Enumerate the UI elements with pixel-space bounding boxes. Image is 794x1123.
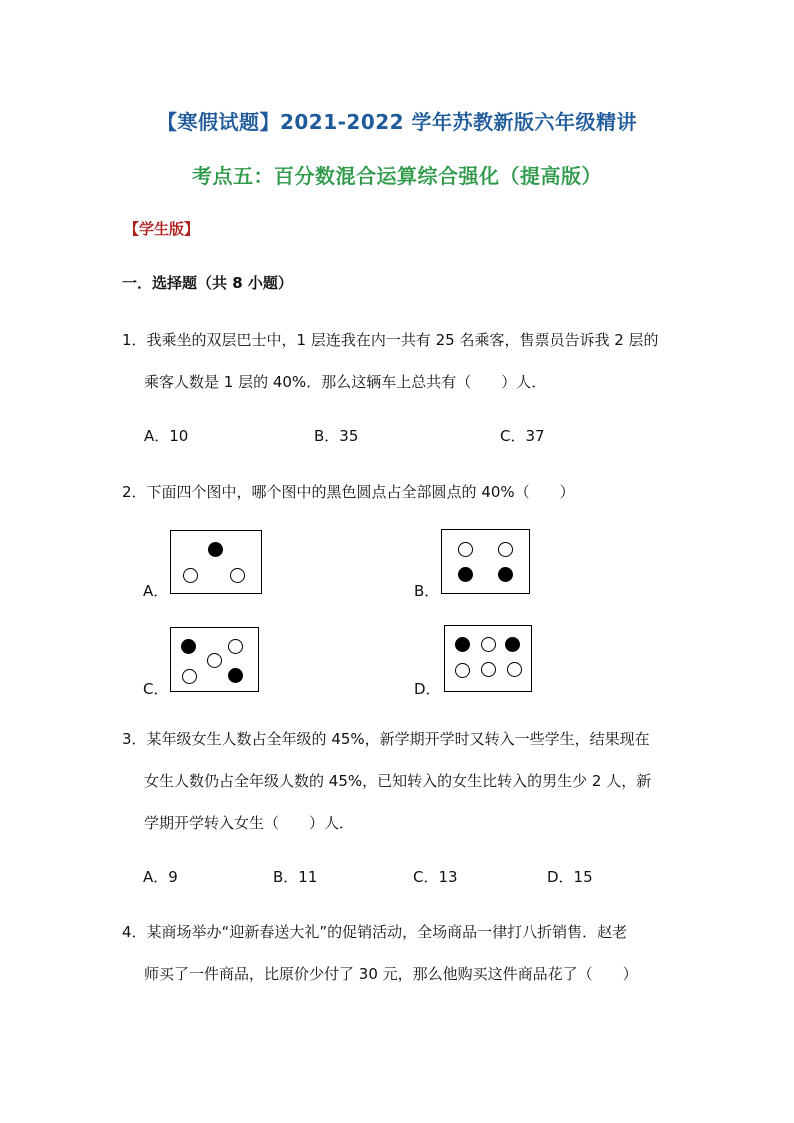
- figure-d-box: [444, 625, 532, 692]
- question-3-option-d: D．15: [547, 868, 593, 886]
- white-dot: [507, 662, 522, 677]
- page-title: 【寒假试题】2021-2022 学年苏教新版六年级精讲: [156, 110, 638, 134]
- question-1-option-b: B．35: [314, 427, 359, 445]
- black-dot: [498, 567, 513, 582]
- white-dot: [458, 542, 473, 557]
- black-dot: [505, 637, 520, 652]
- question-1-line-2: 乘客人数是 1 层的 40%．那么这辆车上总共有（ ）人．: [144, 373, 547, 391]
- white-dot: [498, 542, 513, 557]
- question-1-option-c: C．37: [500, 427, 545, 445]
- figure-c-label: C．: [143, 680, 169, 698]
- white-dot: [182, 669, 197, 684]
- figure-d-label: D．: [414, 680, 441, 698]
- white-dot: [207, 653, 222, 668]
- question-1-line-1: 1．我乘坐的双层巴士中，1 层连我在内一共有 25 名乘客，售票员告诉我 2 层的: [122, 331, 659, 349]
- question-1-option-a: A．10: [144, 427, 189, 445]
- black-dot: [458, 567, 473, 582]
- version-tag: 【学生版】: [124, 220, 200, 238]
- figure-a-box: [170, 530, 262, 594]
- question-4-line-1: 4．某商场举办“迎新春送大礼”的促销活动，全场商品一律打八折销售．赵老: [122, 923, 628, 941]
- white-dot: [228, 639, 243, 654]
- question-3-line-1: 3．某年级女生人数占全年级的 45%，新学期开学时又转入一些学生，结果现在: [122, 730, 650, 748]
- section-heading: 一．选择题（共 8 小题）: [122, 274, 293, 292]
- question-3-option-c: C．13: [413, 868, 458, 886]
- question-4-line-2: 师买了一件商品，比原价少付了 30 元，那么他购买这件商品花了（ ）: [144, 965, 638, 983]
- question-3-line-2: 女生人数仍占全年级人数的 45%，已知转入的女生比转入的男生少 2 人，新: [144, 772, 652, 790]
- white-dot: [481, 637, 496, 652]
- question-3-option-a: A．9: [143, 868, 178, 886]
- black-dot: [208, 542, 223, 557]
- figure-c-box: [170, 627, 259, 692]
- figure-b-box: [441, 529, 530, 594]
- question-2-line-1: 2．下面四个图中，哪个图中的黑色圆点占全部圆点的 40%（ ）: [122, 483, 575, 501]
- white-dot: [481, 662, 496, 677]
- white-dot: [230, 568, 245, 583]
- question-3-line-3: 学期开学转入女生（ ）人．: [144, 814, 355, 832]
- black-dot: [181, 639, 196, 654]
- figure-a-label: A．: [143, 582, 169, 600]
- white-dot: [455, 663, 470, 678]
- white-dot: [183, 568, 198, 583]
- black-dot: [228, 668, 243, 683]
- figure-b-label: B．: [414, 582, 440, 600]
- black-dot: [455, 637, 470, 652]
- question-3-option-b: B．11: [273, 868, 318, 886]
- page-subtitle: 考点五：百分数混合运算综合强化（提高版）: [192, 164, 602, 188]
